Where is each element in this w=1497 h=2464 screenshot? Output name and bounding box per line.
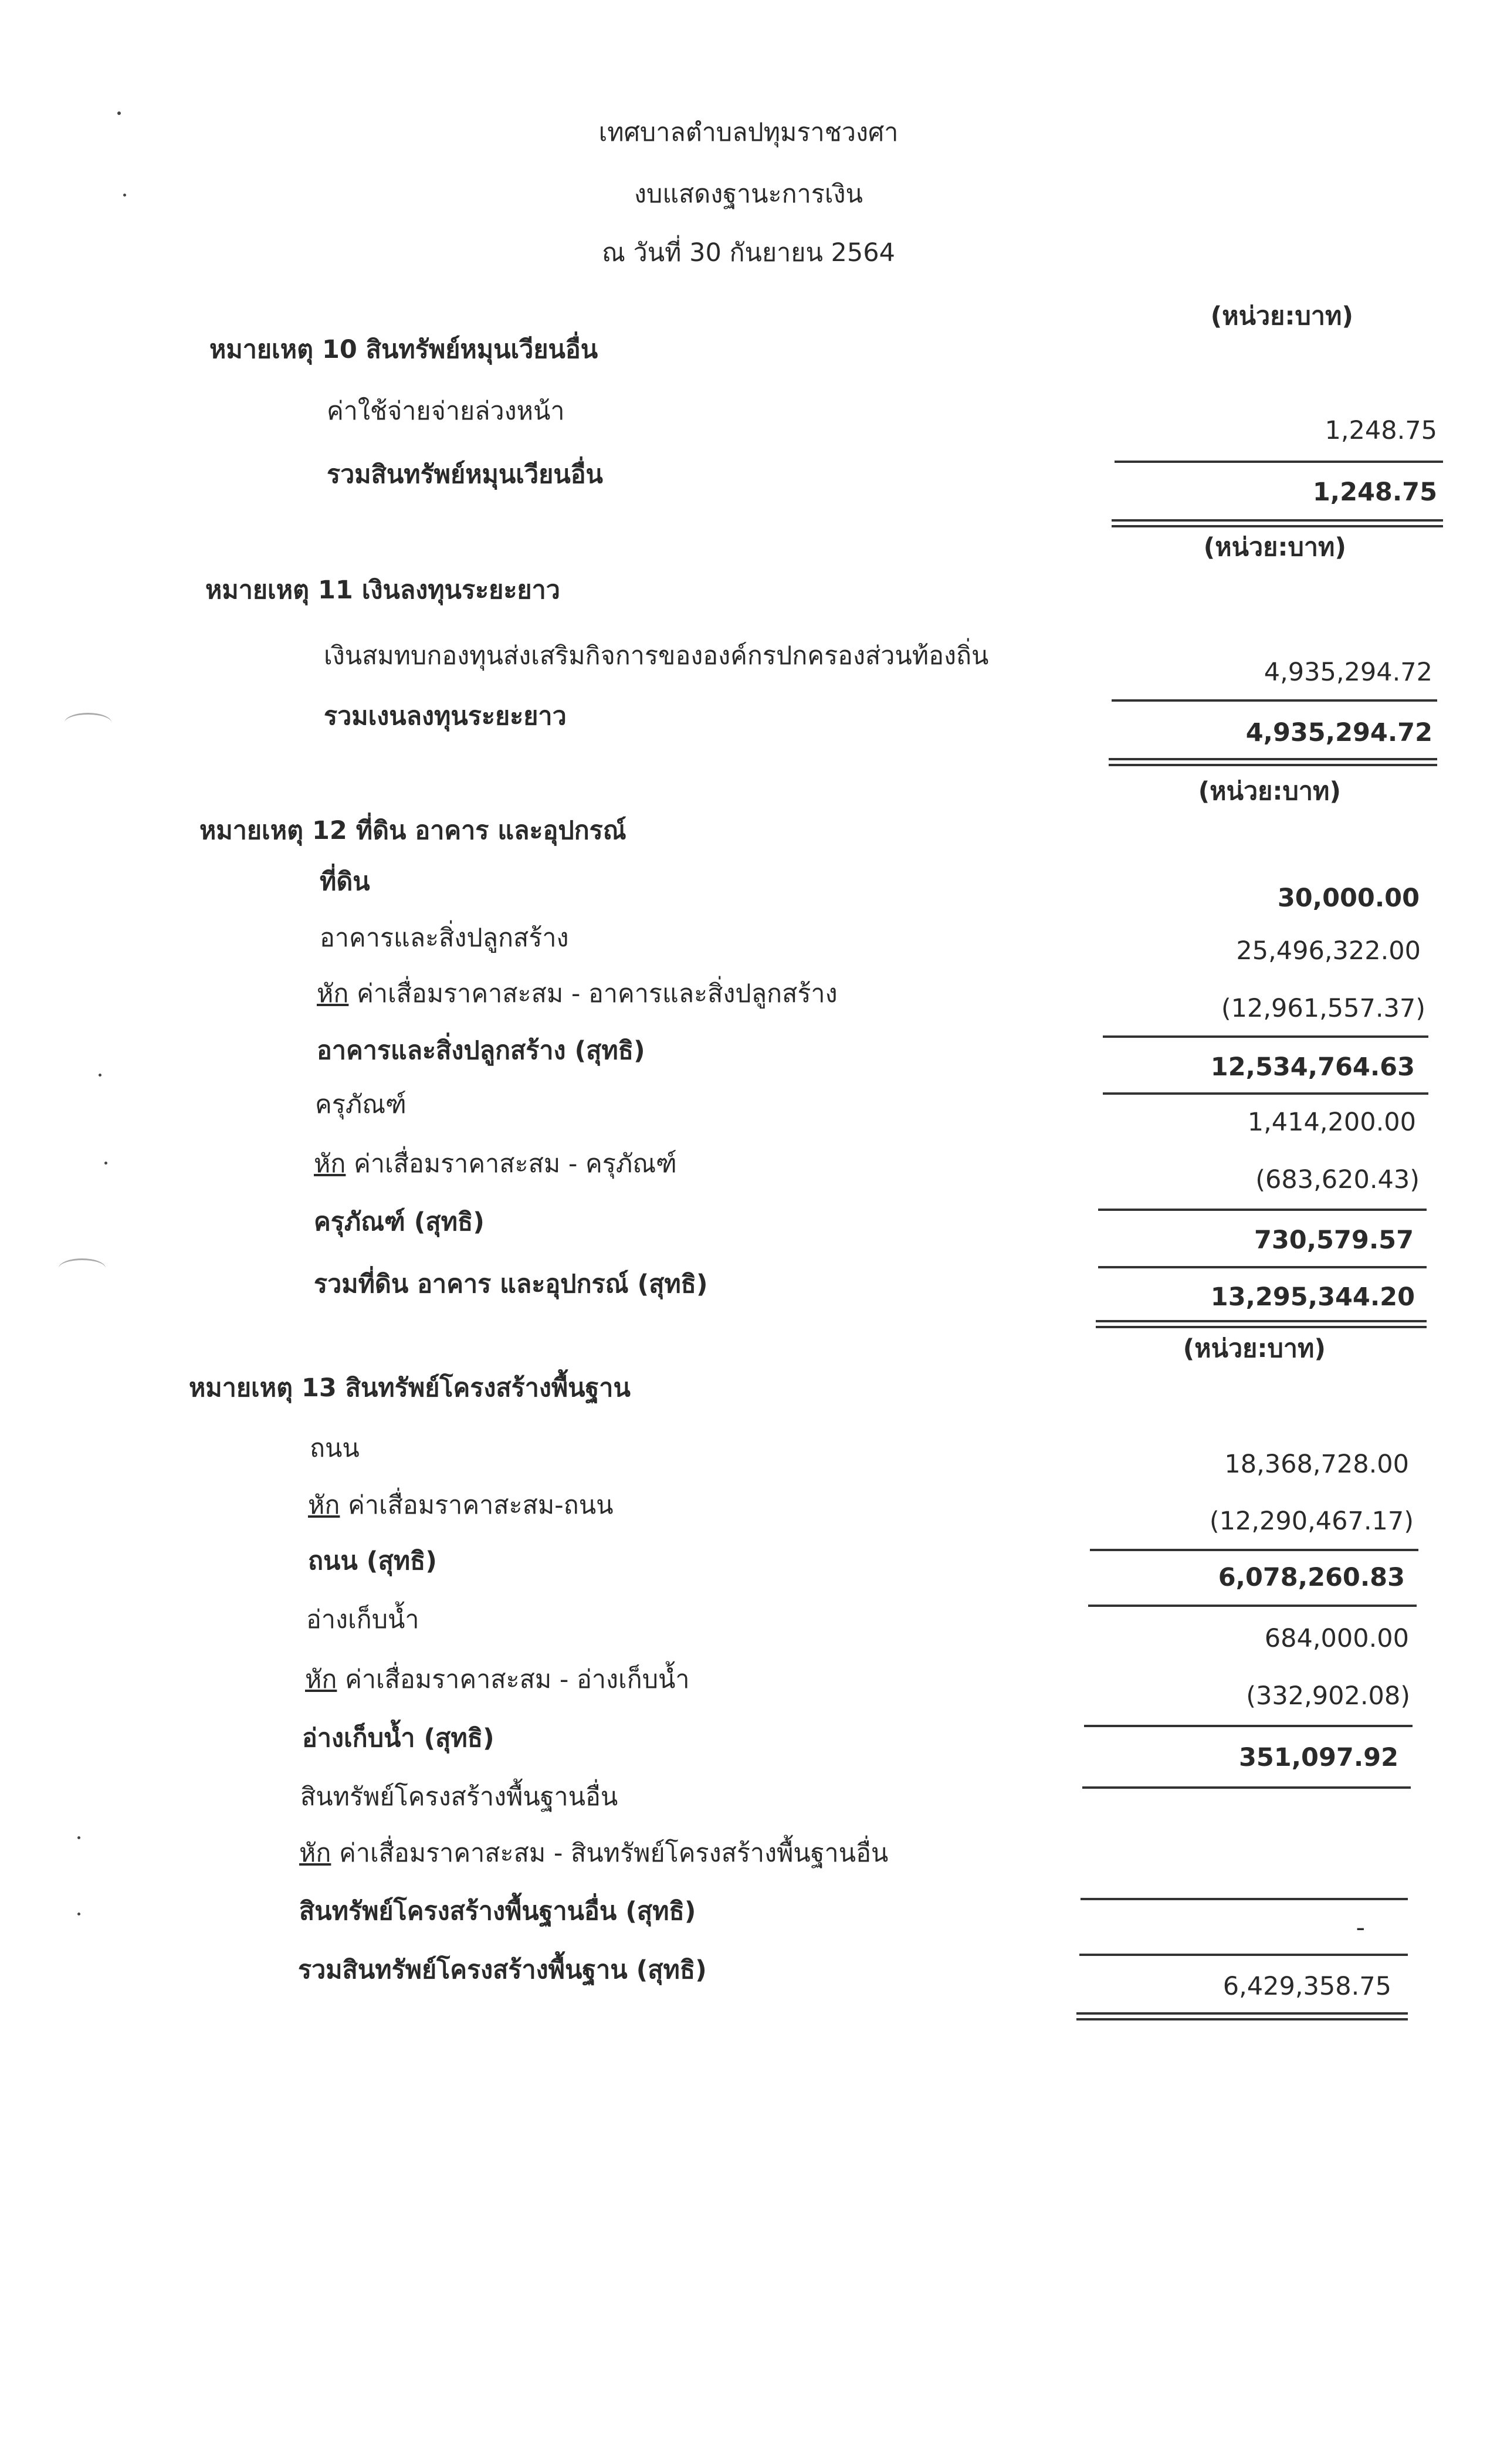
statement-date: ณ วันที่ 30 กันยายน 2564 <box>602 238 895 268</box>
organization-name: เทศบาลตำบลปทุมราชวงศา <box>598 118 899 147</box>
roads-depreciation-value: (12,290,467.17) <box>1209 1507 1414 1536</box>
equipment-value: 1,414,200.00 <box>1247 1108 1416 1137</box>
buildings-depreciation-value: (12,961,557.37) <box>1221 994 1425 1023</box>
subtotal-rule <box>1081 1898 1408 1900</box>
less-word: หัก <box>299 1839 331 1868</box>
reservoir-depreciation-label: ค่าเสื่อมราคาสะสม - อ่างเก็บน้ำ <box>345 1665 690 1694</box>
equipment-depreciation-row <box>314 1149 677 1179</box>
local-fund-contribution-value: 4,935,294.72 <box>1264 658 1432 687</box>
subtotal-rule <box>1090 1549 1418 1551</box>
less-word: หัก <box>317 979 349 1008</box>
equipment-net-value: 730,579.57 <box>1254 1226 1414 1255</box>
total-ppe-value: 13,295,344.20 <box>1210 1282 1415 1312</box>
subtotal-rule <box>1103 1092 1428 1095</box>
unit-label: (หน่วย:บาท) <box>1203 533 1346 562</box>
unit-label: (หน่วย:บาท) <box>1183 1334 1326 1363</box>
buildings-depreciation-row <box>317 981 838 1007</box>
total-infrastructure-value: 6,429,358.75 <box>1222 1972 1391 2001</box>
local-fund-contribution-label: เงินสมทบกองทุนส่งเสริมกิจการขององค์กรปกครองส่วนท้องถิ่น <box>324 641 989 671</box>
roads-net-value: 6,078,260.83 <box>1218 1563 1405 1592</box>
reservoir-value: 684,000.00 <box>1264 1624 1409 1653</box>
scan-speck <box>117 111 121 115</box>
other-infrastructure-net-value: - <box>1356 1913 1365 1942</box>
unit-label: (หน่วย:บาท) <box>1198 777 1341 806</box>
subtotal-rule <box>1082 1786 1411 1789</box>
subtotal-rule <box>1079 1954 1408 1956</box>
buildings-net-value: 12,534,764.63 <box>1210 1052 1415 1082</box>
roads-label: ถนน <box>310 1434 360 1463</box>
subtotal-rule <box>1098 1266 1427 1268</box>
equipment-depreciation-value: (683,620.43) <box>1255 1165 1420 1194</box>
roads-depreciation-label: ค่าเสื่อมราคาสะสม-ถนน <box>348 1491 614 1520</box>
equipment-depreciation-label: ค่าเสื่อมราคาสะสม - ครุภัณฑ์ <box>354 1149 677 1179</box>
total-long-term-investments-label: รวมเงนลงทุนระยะยาว <box>324 702 567 731</box>
prepaid-expenses-label: ค่าใช้จ่ายจ่ายล่วงหน้า <box>327 397 565 426</box>
subtotal-rule <box>1112 699 1437 702</box>
subtotal-rule <box>1103 1035 1428 1038</box>
subtotal-rule <box>1115 461 1443 463</box>
buildings-label: อาคารและสิ่งปลูกสร้าง <box>320 923 569 953</box>
total-long-term-investments-value: 4,935,294.72 <box>1245 718 1432 747</box>
buildings-net-label: อาคารและสิ่งปลูกสร้าง (สุทธิ) <box>317 1036 645 1065</box>
scan-speck <box>77 1836 80 1839</box>
reservoir-net-label: อ่างเก็บน้ำ (สุทธิ) <box>302 1724 495 1753</box>
unit-label: (หน่วย:บาท) <box>1210 302 1353 331</box>
reservoir-depreciation-row <box>305 1667 690 1693</box>
buildings-value: 25,496,322.00 <box>1236 936 1421 966</box>
subtotal-rule <box>1098 1209 1427 1211</box>
other-infrastructure-depreciation-label: ค่าเสื่อมราคาสะสม - สินทรัพย์โครงสร้างพื้นฐานอื่น <box>339 1839 889 1868</box>
reservoir-label: อ่างเก็บน้ำ <box>306 1605 419 1634</box>
punch-hole-mark <box>59 1258 106 1278</box>
total-other-current-assets-label: รวมสินทรัพย์หมุนเวียนอื่น <box>327 460 603 489</box>
other-infrastructure-net-label: สินทรัพย์โครงสร้างพื้นฐานอื่น (สุทธิ) <box>299 1897 696 1926</box>
equipment-net-label: ครุภัณฑ์ (สุทธิ) <box>314 1207 485 1237</box>
prepaid-expenses-value: 1,248.75 <box>1325 416 1437 445</box>
reservoir-net-value: 351,097.92 <box>1238 1743 1398 1772</box>
equipment-label: ครุภัณฑ์ <box>315 1090 407 1119</box>
less-word: หัก <box>308 1491 340 1520</box>
scan-speck <box>104 1162 107 1165</box>
roads-value: 18,368,728.00 <box>1224 1450 1409 1479</box>
note-10-heading: หมายเหตุ 10 สินทรัพย์หมุนเวียนอื่น <box>209 335 598 364</box>
subtotal-rule <box>1088 1605 1417 1607</box>
buildings-depreciation-label: ค่าเสื่อมราคาสะสม - อาคารและสิ่งปลูกสร้าง <box>357 979 838 1008</box>
note-12-heading: หมายเหตุ 12 ที่ดิน อาคาร และอุปกรณ์ <box>199 816 626 845</box>
less-word: หัก <box>314 1149 346 1179</box>
roads-net-label: ถนน (สุทธิ) <box>308 1546 437 1576</box>
land-value: 30,000.00 <box>1277 884 1420 913</box>
subtotal-rule <box>1084 1725 1413 1727</box>
total-double-rule <box>1096 1320 1427 1328</box>
other-infrastructure-label: สินทรัพย์โครงสร้างพื้นฐานอื่น <box>300 1782 618 1812</box>
total-infrastructure-label: รวมสินทรัพย์โครงสร้างพื้นฐาน (สุทธิ) <box>298 1955 707 1985</box>
statement-title: งบแสดงฐานะการเงิน <box>634 180 863 209</box>
roads-depreciation-row <box>308 1493 614 1518</box>
less-word: หัก <box>305 1665 337 1694</box>
note-13-heading: หมายเหตุ 13 สินทรัพย์โครงสร้างพื้นฐาน <box>189 1373 631 1403</box>
scan-speck <box>99 1074 101 1077</box>
reservoir-depreciation-value: (332,902.08) <box>1246 1681 1410 1711</box>
total-other-current-assets-value: 1,248.75 <box>1312 478 1437 507</box>
total-double-rule <box>1112 519 1443 527</box>
punch-hole-mark <box>65 713 111 732</box>
land-label: ที่ดิน <box>320 867 370 896</box>
total-double-rule <box>1076 2012 1408 2020</box>
other-infrastructure-depreciation-row <box>299 1841 888 1866</box>
note-11-heading: หมายเหตุ 11 เงินลงทุนระยะยาว <box>205 576 560 605</box>
total-ppe-label: รวมที่ดิน อาคาร และอุปกรณ์ (สุทธิ) <box>314 1270 708 1299</box>
total-double-rule <box>1109 758 1437 766</box>
scan-speck <box>77 1913 80 1915</box>
